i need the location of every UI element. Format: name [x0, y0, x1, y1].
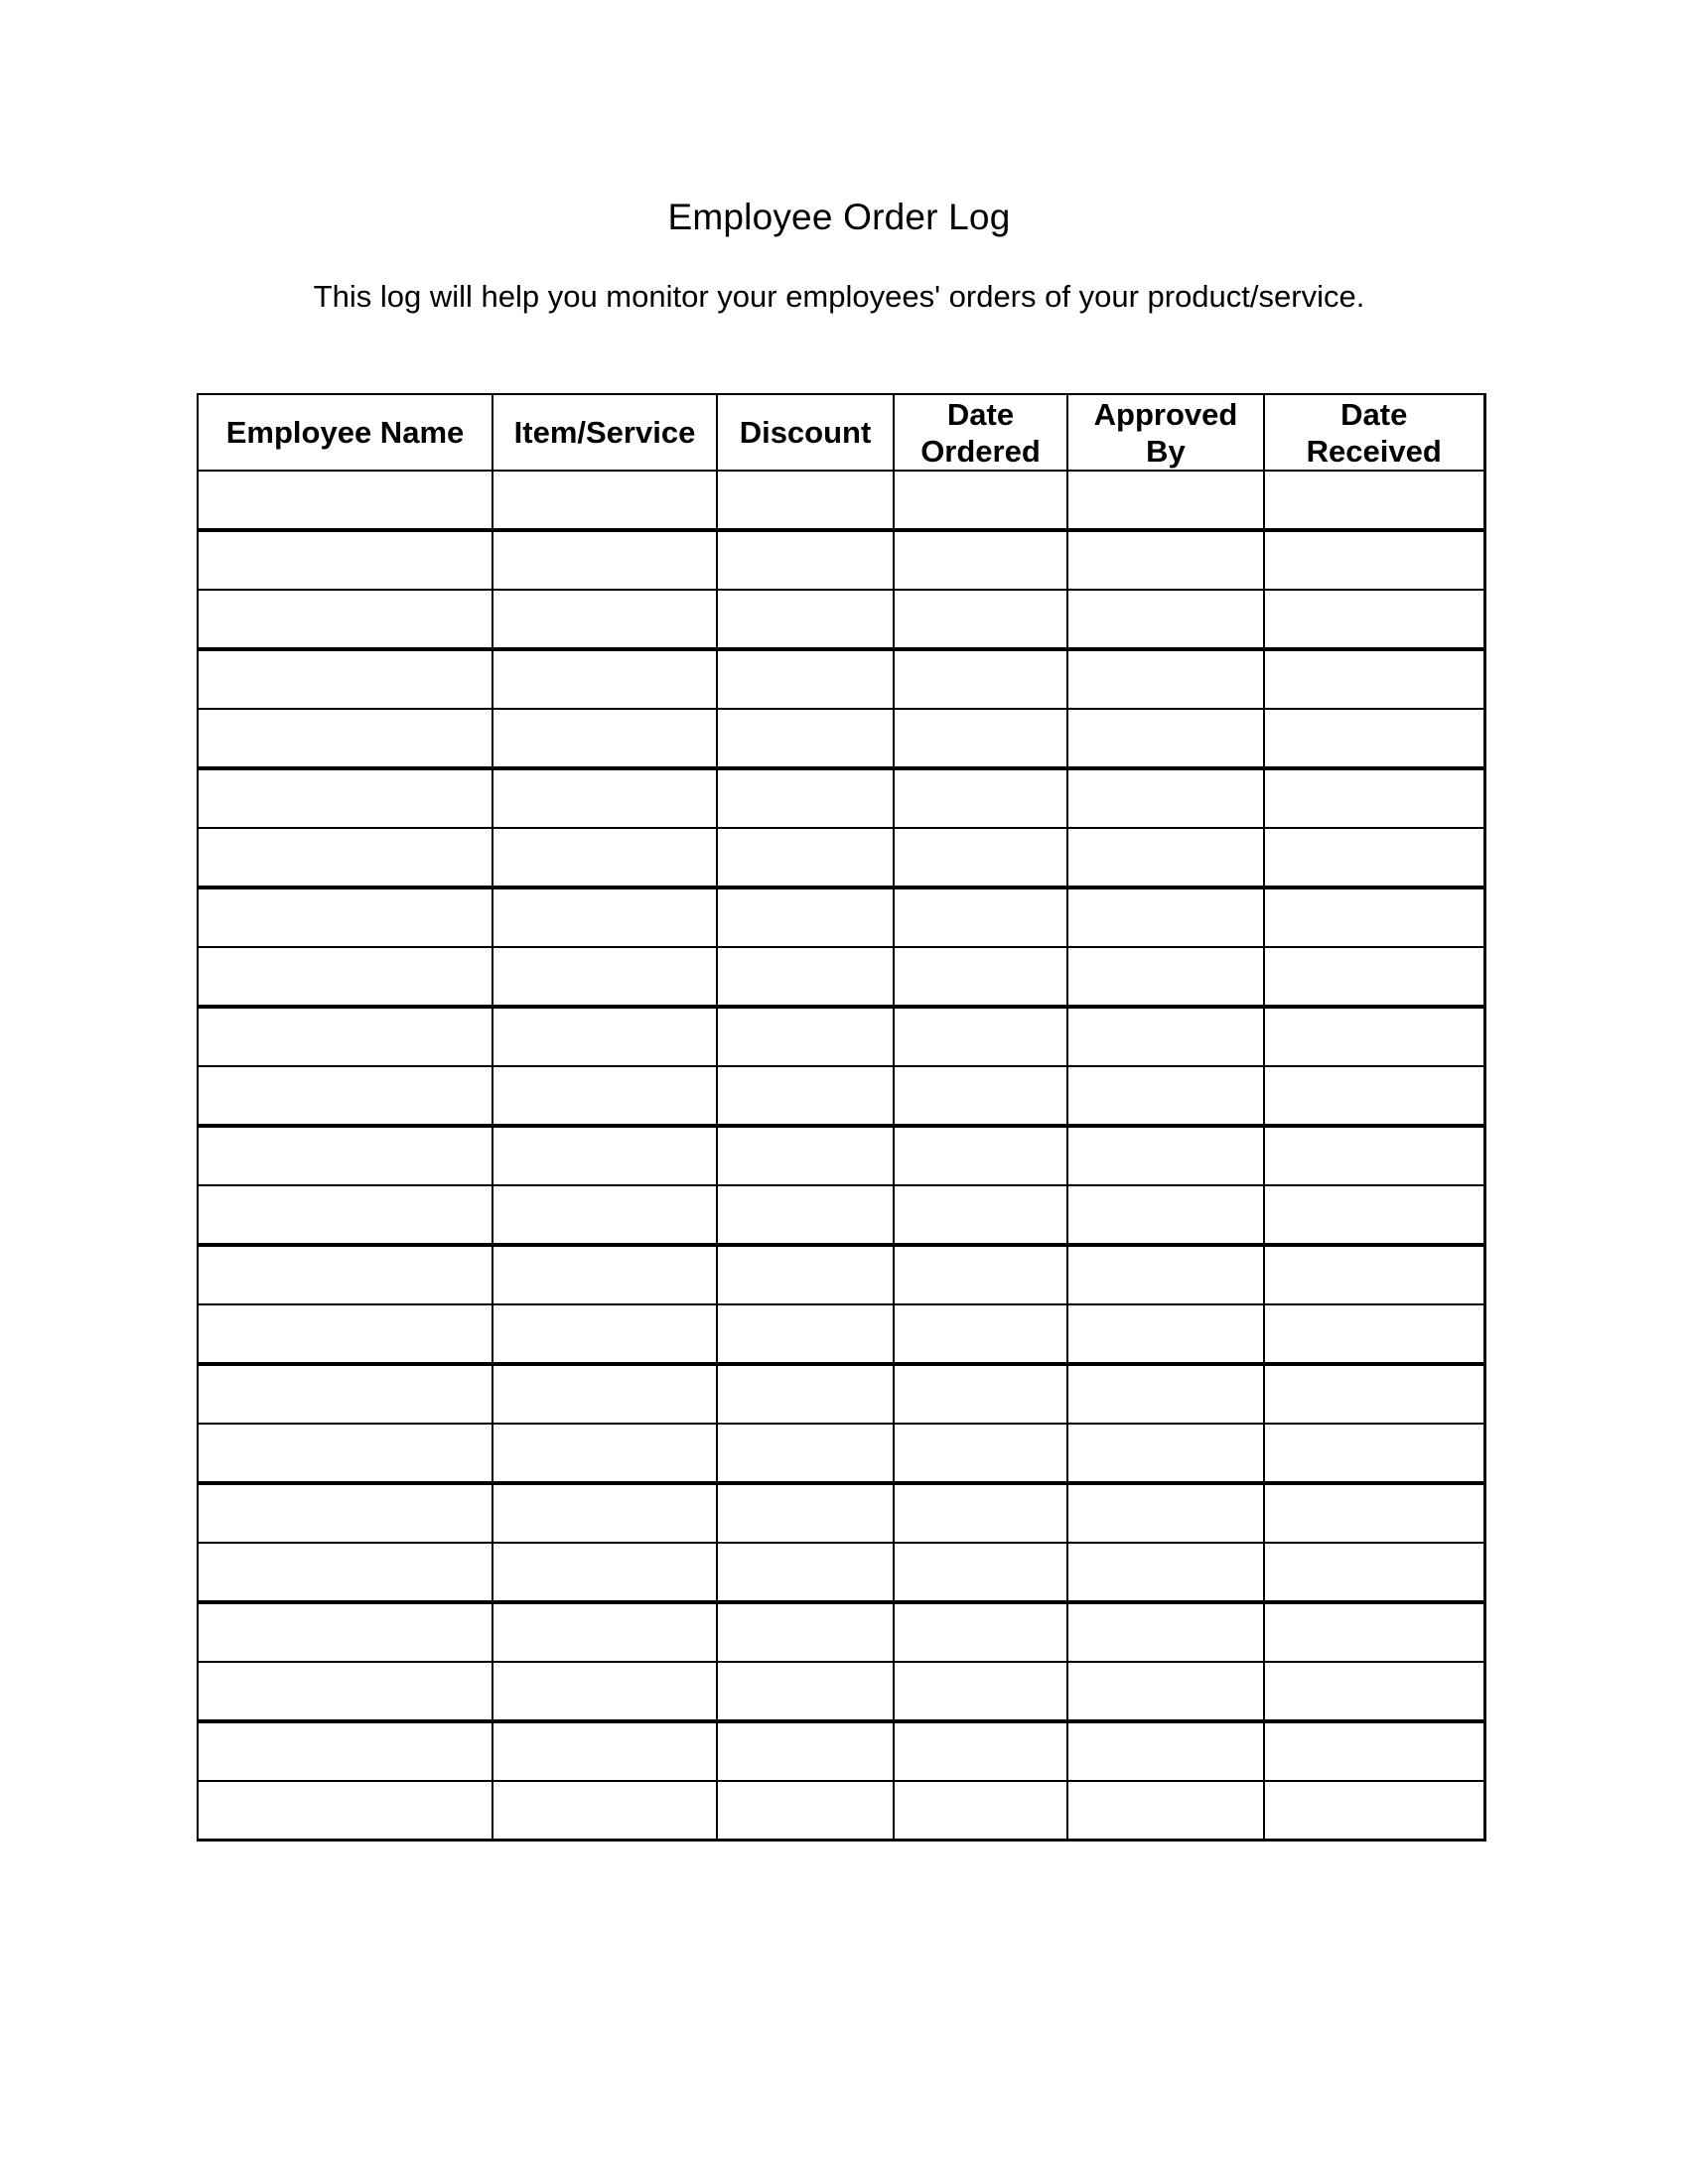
cell-employee-name[interactable]	[198, 1602, 492, 1662]
table-row	[198, 768, 1484, 828]
cell-discount[interactable]	[717, 1781, 894, 1841]
cell-employee-name[interactable]	[198, 1126, 492, 1185]
cell-item-service[interactable]	[492, 1364, 717, 1424]
cell-date-ordered[interactable]	[894, 1185, 1067, 1245]
table-row	[198, 947, 1484, 1007]
cell-item-service[interactable]	[492, 1126, 717, 1185]
cell-date-received[interactable]	[1264, 1185, 1484, 1245]
cell-approved-by[interactable]	[1067, 590, 1264, 649]
cell-date-received[interactable]	[1264, 1424, 1484, 1483]
table-row	[198, 1245, 1484, 1304]
cell-employee-name[interactable]	[198, 709, 492, 768]
cell-item-service[interactable]	[492, 947, 717, 1007]
cell-employee-name[interactable]	[198, 1424, 492, 1483]
cell-date-ordered[interactable]	[894, 1066, 1067, 1126]
cell-employee-name[interactable]	[198, 828, 492, 887]
cell-date-received[interactable]	[1264, 530, 1484, 590]
cell-item-service[interactable]	[492, 1662, 717, 1721]
column-header-label-line1: Date	[1340, 396, 1408, 432]
cell-date-received[interactable]	[1264, 1066, 1484, 1126]
column-header-label-line2: By	[1146, 433, 1186, 469]
table-row	[198, 828, 1484, 887]
cell-employee-name[interactable]	[198, 1304, 492, 1364]
cell-date-received[interactable]	[1264, 1007, 1484, 1066]
cell-discount[interactable]	[717, 1483, 894, 1543]
column-header-label-line2: Received	[1306, 433, 1442, 469]
cell-item-service[interactable]	[492, 1721, 717, 1781]
cell-date-received[interactable]	[1264, 1245, 1484, 1304]
table-row	[198, 709, 1484, 768]
cell-discount[interactable]	[717, 1245, 894, 1304]
table-row	[198, 887, 1484, 947]
column-header-approved-by	[1067, 394, 1264, 471]
cell-date-ordered[interactable]	[894, 1543, 1067, 1602]
cell-discount[interactable]	[717, 947, 894, 1007]
cell-date-ordered[interactable]	[894, 828, 1067, 887]
table-row	[198, 1185, 1484, 1245]
table-row	[198, 1662, 1484, 1721]
cell-date-ordered[interactable]	[894, 1304, 1067, 1364]
cell-employee-name[interactable]	[198, 1185, 492, 1245]
cell-employee-name[interactable]	[198, 1662, 492, 1721]
column-header-date-ordered	[894, 394, 1067, 471]
cell-employee-name[interactable]	[198, 1483, 492, 1543]
cell-date-received[interactable]	[1264, 1364, 1484, 1424]
cell-date-received[interactable]	[1264, 649, 1484, 709]
cell-approved-by[interactable]	[1067, 1007, 1264, 1066]
cell-date-ordered[interactable]	[894, 1781, 1067, 1841]
cell-date-received[interactable]	[1264, 1781, 1484, 1841]
cell-discount[interactable]	[717, 1424, 894, 1483]
cell-employee-name[interactable]	[198, 887, 492, 947]
table-row	[198, 590, 1484, 649]
cell-approved-by[interactable]	[1067, 1066, 1264, 1126]
cell-date-ordered[interactable]	[894, 1007, 1067, 1066]
table-row	[198, 1007, 1484, 1066]
cell-discount[interactable]	[717, 1364, 894, 1424]
cell-discount[interactable]	[717, 768, 894, 828]
cell-approved-by[interactable]	[1067, 1304, 1264, 1364]
cell-item-service[interactable]	[492, 530, 717, 590]
cell-date-received[interactable]	[1264, 768, 1484, 828]
table-row	[198, 1126, 1484, 1185]
cell-approved-by[interactable]	[1067, 649, 1264, 709]
cell-item-service[interactable]	[492, 649, 717, 709]
cell-date-received[interactable]	[1264, 590, 1484, 649]
cell-item-service[interactable]	[492, 828, 717, 887]
cell-date-ordered[interactable]	[894, 1602, 1067, 1662]
cell-item-service[interactable]	[492, 1185, 717, 1245]
cell-date-received[interactable]	[1264, 828, 1484, 887]
column-header-item-service	[492, 394, 717, 471]
table-row	[198, 1304, 1484, 1364]
cell-approved-by[interactable]	[1067, 1602, 1264, 1662]
cell-discount[interactable]	[717, 1543, 894, 1602]
cell-approved-by[interactable]	[1067, 1721, 1264, 1781]
column-header-employee-name	[198, 394, 492, 471]
cell-approved-by[interactable]	[1067, 530, 1264, 590]
cell-item-service[interactable]	[492, 1781, 717, 1841]
cell-item-service[interactable]	[492, 1066, 717, 1126]
column-header-label: Discount	[739, 415, 872, 450]
cell-date-received[interactable]	[1264, 1662, 1484, 1721]
cell-item-service[interactable]	[492, 590, 717, 649]
cell-employee-name[interactable]	[198, 590, 492, 649]
cell-employee-name[interactable]	[198, 1543, 492, 1602]
cell-discount[interactable]	[717, 887, 894, 947]
cell-item-service[interactable]	[492, 1304, 717, 1364]
cell-discount[interactable]	[717, 1185, 894, 1245]
cell-item-service[interactable]	[492, 471, 717, 530]
cell-date-received[interactable]	[1264, 1126, 1484, 1185]
cell-date-ordered[interactable]	[894, 471, 1067, 530]
cell-employee-name[interactable]	[198, 1721, 492, 1781]
cell-item-service[interactable]	[492, 768, 717, 828]
cell-date-ordered[interactable]	[894, 768, 1067, 828]
cell-approved-by[interactable]	[1067, 1543, 1264, 1602]
cell-date-ordered[interactable]	[894, 887, 1067, 947]
table-row	[198, 1483, 1484, 1543]
cell-approved-by[interactable]	[1067, 828, 1264, 887]
cell-discount[interactable]	[717, 649, 894, 709]
column-header-label: Item/Service	[513, 415, 696, 450]
cell-date-ordered[interactable]	[894, 530, 1067, 590]
cell-date-received[interactable]	[1264, 1543, 1484, 1602]
cell-date-received[interactable]	[1264, 709, 1484, 768]
cell-item-service[interactable]	[492, 1483, 717, 1543]
cell-discount[interactable]	[717, 1066, 894, 1126]
cell-approved-by[interactable]	[1067, 1126, 1264, 1185]
cell-item-service[interactable]	[492, 1543, 717, 1602]
column-header-label-line1: Date	[946, 396, 1015, 432]
cell-approved-by[interactable]	[1067, 1781, 1264, 1841]
cell-approved-by[interactable]	[1067, 1483, 1264, 1543]
cell-employee-name[interactable]	[198, 1245, 492, 1304]
cell-date-ordered[interactable]	[894, 1126, 1067, 1185]
column-header-discount	[717, 394, 894, 471]
cell-date-received[interactable]	[1264, 1721, 1484, 1781]
table-row	[198, 530, 1484, 590]
cell-date-ordered[interactable]	[894, 947, 1067, 1007]
cell-approved-by[interactable]	[1067, 887, 1264, 947]
cell-employee-name[interactable]	[198, 471, 492, 530]
cell-date-ordered[interactable]	[894, 590, 1067, 649]
table-row	[198, 1066, 1484, 1126]
cell-date-received[interactable]	[1264, 887, 1484, 947]
cell-item-service[interactable]	[492, 887, 717, 947]
table-row	[198, 471, 1484, 530]
column-header-label-line2: Ordered	[920, 433, 1041, 469]
cell-discount[interactable]	[717, 1007, 894, 1066]
cell-discount[interactable]	[717, 1126, 894, 1185]
cell-approved-by[interactable]	[1067, 947, 1264, 1007]
cell-approved-by[interactable]	[1067, 1364, 1264, 1424]
cell-discount[interactable]	[717, 709, 894, 768]
cell-date-ordered[interactable]	[894, 1424, 1067, 1483]
table-row	[198, 1424, 1484, 1483]
cell-date-received[interactable]	[1264, 1483, 1484, 1543]
cell-discount[interactable]	[717, 590, 894, 649]
cell-approved-by[interactable]	[1067, 1185, 1264, 1245]
column-header-label-line1: Approved	[1093, 396, 1238, 432]
table-row	[198, 1543, 1484, 1602]
cell-date-ordered[interactable]	[894, 649, 1067, 709]
cell-date-ordered[interactable]	[894, 1245, 1067, 1304]
table-row	[198, 649, 1484, 709]
cell-date-ordered[interactable]	[894, 1662, 1067, 1721]
cell-item-service[interactable]	[492, 1245, 717, 1304]
cell-approved-by[interactable]	[1067, 1245, 1264, 1304]
cell-item-service[interactable]	[492, 1007, 717, 1066]
cell-discount[interactable]	[717, 530, 894, 590]
cell-discount[interactable]	[717, 1662, 894, 1721]
cell-employee-name[interactable]	[198, 768, 492, 828]
cell-date-received[interactable]	[1264, 947, 1484, 1007]
page-subtitle: This log will help you monitor your employees' orders of your product/service.	[313, 279, 1365, 314]
page-title: Employee Order Log	[667, 197, 1011, 237]
employee-order-log-table	[197, 393, 1486, 1842]
cell-employee-name[interactable]	[198, 649, 492, 709]
cell-discount[interactable]	[717, 471, 894, 530]
cell-date-ordered[interactable]	[894, 1364, 1067, 1424]
cell-item-service[interactable]	[492, 1424, 717, 1483]
cell-employee-name[interactable]	[198, 1781, 492, 1841]
column-header-label: Employee Name	[225, 415, 465, 450]
cell-item-service[interactable]	[492, 709, 717, 768]
cell-employee-name[interactable]	[198, 1007, 492, 1066]
table-row	[198, 1602, 1484, 1662]
table-body	[198, 471, 1484, 1841]
cell-approved-by[interactable]	[1067, 471, 1264, 530]
cell-date-ordered[interactable]	[894, 1721, 1067, 1781]
cell-approved-by[interactable]	[1067, 1662, 1264, 1721]
cell-approved-by[interactable]	[1067, 768, 1264, 828]
column-header-date-received	[1264, 394, 1484, 471]
cell-date-ordered[interactable]	[894, 709, 1067, 768]
table-row	[198, 1721, 1484, 1781]
cell-date-received[interactable]	[1264, 1602, 1484, 1662]
table-header-row	[198, 394, 1484, 471]
cell-discount[interactable]	[717, 1602, 894, 1662]
cell-employee-name[interactable]	[198, 947, 492, 1007]
cell-approved-by[interactable]	[1067, 1424, 1264, 1483]
cell-approved-by[interactable]	[1067, 709, 1264, 768]
cell-item-service[interactable]	[492, 1602, 717, 1662]
cell-date-received[interactable]	[1264, 1304, 1484, 1364]
cell-date-ordered[interactable]	[894, 1483, 1067, 1543]
cell-discount[interactable]	[717, 1304, 894, 1364]
cell-discount[interactable]	[717, 1721, 894, 1781]
cell-discount[interactable]	[717, 828, 894, 887]
cell-employee-name[interactable]	[198, 1364, 492, 1424]
cell-employee-name[interactable]	[198, 530, 492, 590]
table-row	[198, 1781, 1484, 1841]
cell-employee-name[interactable]	[198, 1066, 492, 1126]
cell-date-received[interactable]	[1264, 471, 1484, 530]
table-row	[198, 1364, 1484, 1424]
